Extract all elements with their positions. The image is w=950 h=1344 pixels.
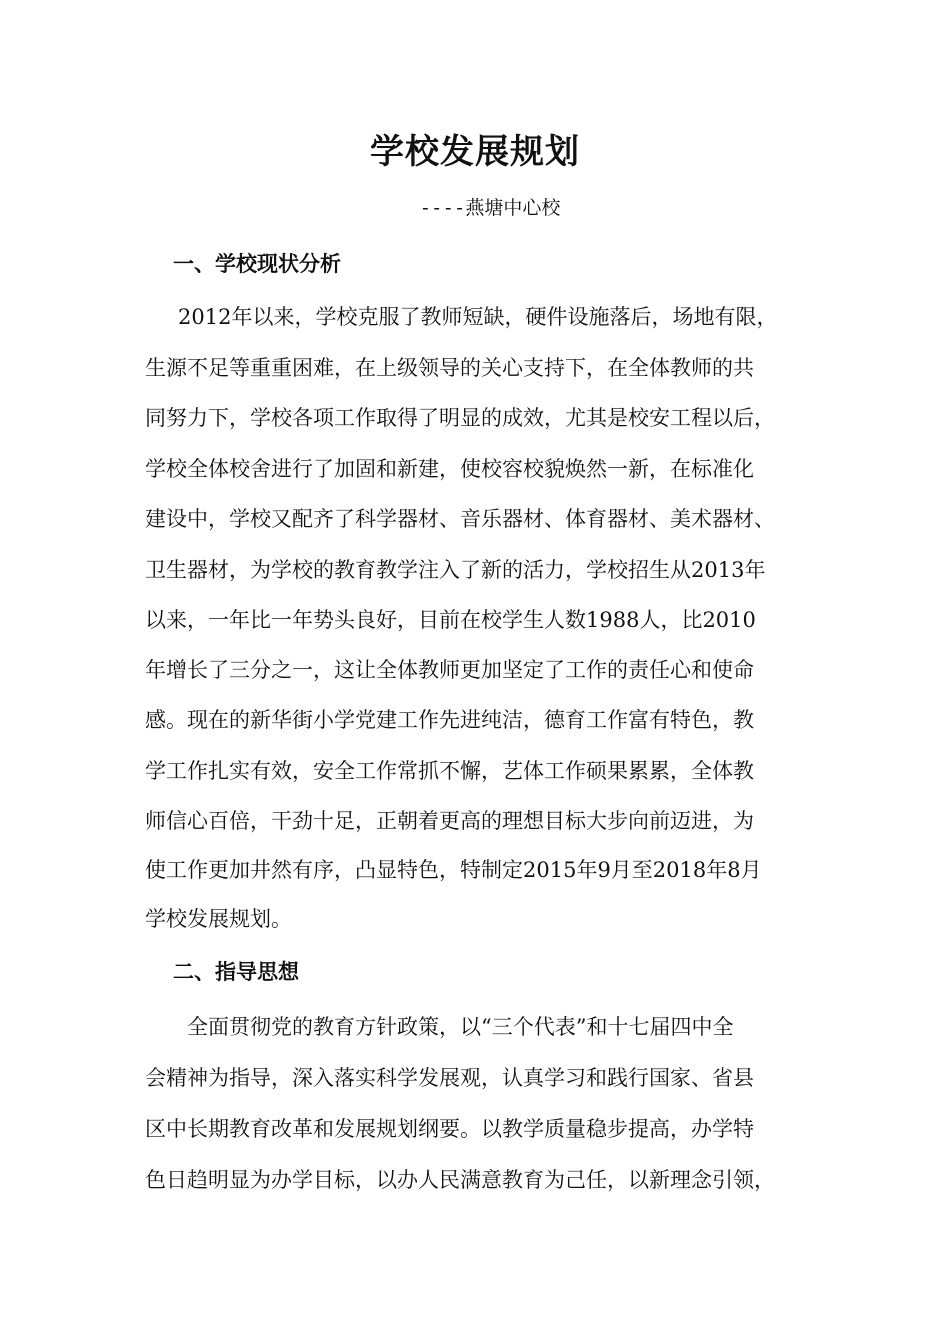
paragraph-line: 学工作扎实有效，安全工作常抓不懈，艺体工作硕果累累，全体教 — [145, 759, 754, 783]
paragraph-line: 全面贯彻党的教育方针政策，以“三个代表”和十七届四中全 — [187, 1015, 734, 1039]
paragraph-line: 以来，一年比一年势头良好，目前在校学生人数1988人，比2010 — [145, 608, 756, 632]
paragraph-line: 年增长了三分之一，这让全体教师更加坚定了工作的责任心和使命 — [145, 658, 754, 682]
document-subtitle: ----燕塘中心校 — [419, 197, 561, 219]
paragraph-line: 会精神为指导，深入落实科学发展观，认真学习和践行国家、省县 — [145, 1066, 754, 1090]
paragraph-line: 色日趋明显为办学目标，以办人民满意教育为己任，以新理念引领， — [145, 1168, 775, 1192]
paragraph-line: 生源不足等重重困难，在上级领导的关心支持下，在全体教师的共 — [145, 356, 754, 380]
paragraph-line: 学校全体校舍进行了加固和新建，使校容校貌焕然一新，在标准化 — [145, 457, 754, 481]
paragraph-line: 卫生器材，为学校的教育教学注入了新的活力，学校招生从2013年 — [145, 558, 766, 582]
section-heading: 二、指导思想 — [173, 960, 299, 984]
paragraph-line: 师信心百倍，干劲十足，正朝着更高的理想目标大步向前迈进，为 — [145, 809, 754, 833]
paragraph-line: 2012年以来，学校克服了教师短缺，硬件设施落后，场地有限， — [178, 305, 778, 329]
paragraph-line: 区中长期教育改革和发展规划纲要。以教学质量稳步提高，办学特 — [145, 1117, 754, 1141]
paragraph-line: 学校发展规划。 — [145, 907, 292, 931]
paragraph-line: 建设中，学校又配齐了科学器材、音乐器材、体育器材、美术器材、 — [145, 507, 775, 531]
section-heading: 一、学校现状分析 — [173, 252, 341, 276]
paragraph-line: 同努力下，学校各项工作取得了明显的成效，尤其是校安工程以后， — [145, 406, 775, 430]
document-title: 学校发展规划 — [370, 132, 580, 172]
paragraph-line: 感。现在的新华街小学党建工作先进纯洁，德育工作富有特色，教 — [145, 708, 754, 732]
paragraph-line: 使工作更加井然有序，凸显特色，特制定2015年9月至2018年8月 — [145, 858, 762, 882]
